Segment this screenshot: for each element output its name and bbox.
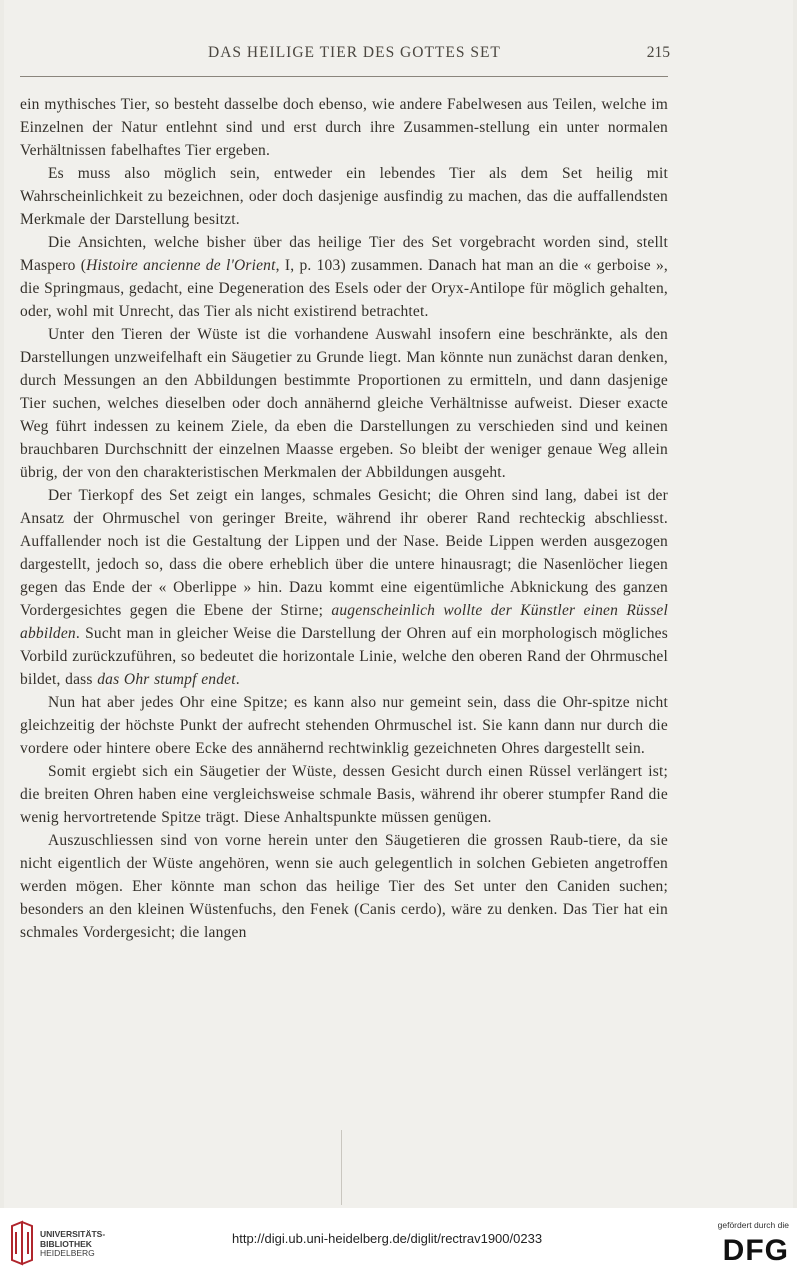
funding-notice [699,1220,789,1270]
page-number: 215 [646,44,670,61]
paragraph-2: Es muss also möglich sein, entweder ein lebendes Tier als dem Set heilig mit Wahrscheinlichkeit zu bezeichnen, oder doch dasjenige ausfindig zu machen, das die auffallendsten Merkmale der Darstellung besitzt. [20,165,668,228]
paragraph-5 [20,484,668,691]
library-logo-icon [8,1220,36,1266]
running-title: DAS HEILIGE TIER DES GOTTES SET [208,44,501,61]
paragraph-1: ein mythisches Tier, so besteht dasselbe doch ebenso, wie andere Fabelwesen aus Teilen, welche im Einzelnen der Natur entlehnt sind und erst durch ihre Zusammen-stellung ein unter normalen Verhältnissen fabelhaftes Tier ergeben. [20,96,668,159]
paragraph-7: Somit ergiebt sich ein Säugetier der Wüste, dessen Gesicht durch einen Rüssel verlängert ist; die breiten Ohren haben eine vergleichsweise schmale Basis, während ihr oberer stumpfer Rand die wenig hervortretende Spitze trägt. Diese Anhaltspunkte müssen genügen. [20,763,668,826]
paragraph-3 [20,231,668,323]
library-line-1: UNIVERSITÄTS- [40,1229,106,1239]
paragraph-5-part-a: Der Tierkopf des Set zeigt ein langes, schmales Gesicht; die Ohren sind lang, dabei ist der Ansatz der Ohrmuschel von geringer Breite, während ihr oberer Rand rechteckig abschliesst. Auffallender noch ist die Gestaltung der Lippen und der Nase. Beide Lippen werden ausgezogen dargestellt, jedoch so, dass die obere erheblich über die untere hinausragt; die Nasenlöcher liegen gegen das Ende der « Oberlippe » hin. Dazu kommt eine eigentümliche Abknickung des ganzen Vordergesichtes gegen die Ebene der Stirne; [20,487,668,619]
running-header [8,44,670,68]
header-rule [20,76,668,77]
citation-title: Histoire ancienne de l'Orient [86,257,276,274]
paragraph-3-part-a: Die Ansichten, welche bisher über das heilige Tier des Set vorgebracht worden sind, stellt Maspero ( [20,234,668,274]
paragraph-6: Nun hat aber jedes Ohr eine Spitze; es kann also nur gemeint sein, dass die Ohr-spitze nicht gleichzeitig der höchste Punkt der aufrecht stehenden Ohrmuschel ist. Sie kann dann nur durch die vordere oder hintere obere Ecke des annähernd rechtwinklig gezeichneten Ohres dargestellt sein. [20,694,668,757]
paragraph-4: Unter den Tieren der Wüste ist die vorhandene Auswahl insofern eine beschränkte, als den Darstellungen unzweifelhaft ein Säugetier zu Grunde liegt. Man könnte nun zunächst daran denken, durch Messungen an den Abbildungen bestimmte Proportionen zu ermitteln, und dann dasjenige Tier suchen, welches dieselben oder doch annähernd gleiche Verhältnisse aufweist. Dieser exacte Weg führt indessen zu keinem Ziele, da eben die Darstellungen zu verschieden sind und keinen brauchbaren Durchschnitt der einzelnen Maasse ergeben. So bleibt der weniger genaue Weg allein übrig, der von den charakteristischen Merkmalen der Abbildungen ausgeht. [20,326,668,481]
body-text [20,93,668,944]
funding-caption: gefördert durch die [717,1220,789,1230]
library-name [40,1230,105,1259]
permalink-url[interactable]: http://digi.ub.uni-heidelberg.de/diglit/rectrav1900/0233 [232,1231,543,1246]
paragraph-5-part-b: . Sucht man in gleicher Weise die Darstellung der Ohren auf ein morphologisch mögliches Vorbild zurückzuführen, so bedeutet die horizontale Linie, welche den oberen Rand der Ohrmuschel bildet, dass [20,625,668,688]
library-line-2: BIBLIOTHEK [40,1238,92,1249]
dfg-logo: DFG [722,1234,789,1267]
emphasis-ohr: das Ohr stumpf endet [97,671,236,688]
paragraph-5-part-c: . [235,671,240,688]
library-line-3: HEIDELBERG [40,1248,95,1258]
emphasis-ruessel: augenscheinlich wollte der Künstler einen Rüssel abbilden [20,602,669,642]
paragraph-8: Auszuschliessen sind von vorne herein unter den Säugetieren die grossen Raub-tiere, da sie nicht eigentlich der Wüste angehören, wenn sie auch gelegentlich in solchen Gebieten angetroffen werden mögen. Eher könnte man schon das heilige Tier des Set unter den Caniden suchen; besonders an den kleinen Wüstenfuchs, den Fenek (Canis cerdo), wäre zu denken. Das Tier hat ein schmales Vordergesicht; die langen [20,832,668,941]
scan-artifact-line [341,1130,342,1205]
paragraph-3-part-b: , I, p. 103) zusammen. Danach hat man an die « gerboise », die Springmaus, gedacht, eine Degeneration des Esels oder der Oryx-Antilope für möglich gehalten, oder, wohl mit Unrecht, das Tier als nicht existirend betrachtet. [20,257,668,320]
